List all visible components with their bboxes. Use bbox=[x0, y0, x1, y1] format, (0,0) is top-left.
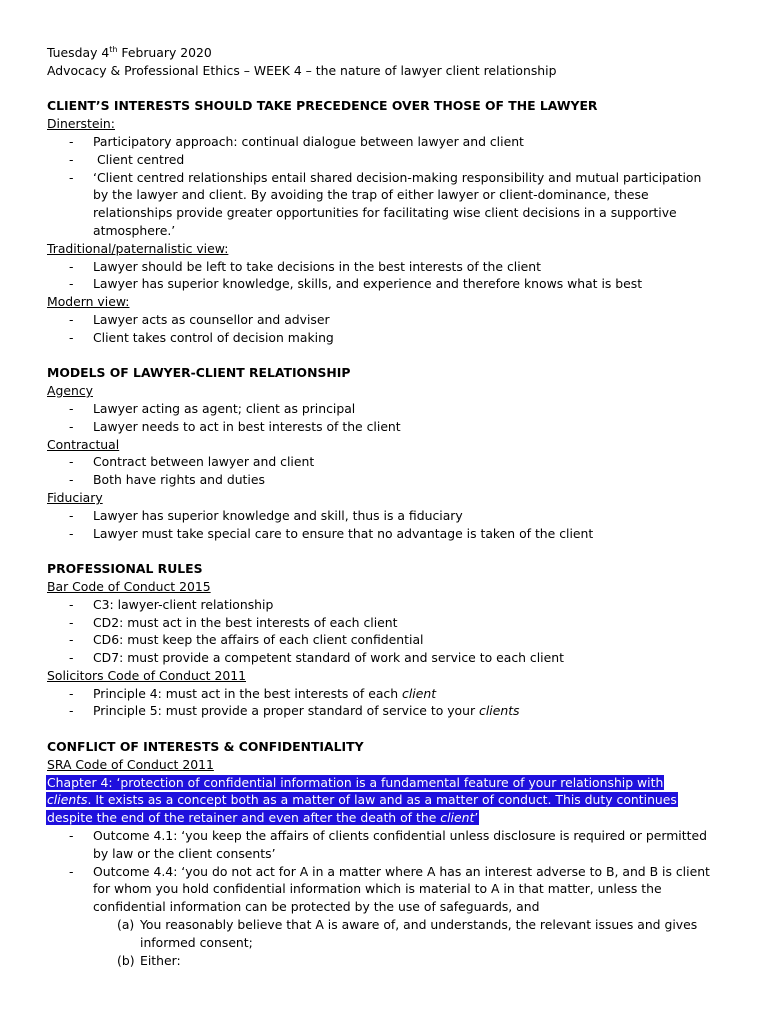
bullet-dash: - bbox=[69, 472, 74, 488]
list-item: - Lawyer acting as agent; client as principal bbox=[69, 400, 356, 416]
section-heading-conflict: CONFLICT OF INTERESTS & CONFIDENTIALITY bbox=[47, 739, 364, 755]
list-item: - Client centred bbox=[69, 151, 185, 167]
list-item: - ‘Client centred relationships entail shared decision-making responsibility and mutual participation by the lawyer and client. By avoiding the trap of either lawyer or client-dominance, these relationships provide greater opportunities for facilitating wise client decisions in a supportive atmosphere.’ bbox=[69, 169, 702, 238]
list-item: - Both have rights and duties bbox=[69, 472, 265, 488]
subheading-solicitors-code: Solicitors Code of Conduct 2011 bbox=[47, 667, 247, 683]
list-item: - Lawyer has superior knowledge, skills, and experience and therefore knows what is best bbox=[69, 276, 643, 292]
bullet-dash: - bbox=[69, 828, 74, 844]
bullet-dash: - bbox=[69, 400, 74, 416]
date-superscript: th bbox=[109, 44, 118, 54]
bullet-dash: - bbox=[69, 507, 74, 523]
list-item: - Lawyer acts as counsellor and adviser bbox=[69, 311, 330, 327]
subheading-agency: Agency bbox=[47, 383, 93, 399]
list-item: - CD6: must keep the affairs of each client confidential bbox=[69, 632, 424, 648]
list-item: - Principle 5: must provide a proper standard of service to your clients bbox=[69, 703, 520, 719]
subheading-fiduciary: Fiduciary bbox=[47, 489, 103, 505]
list-item: - Lawyer has superior knowledge and skill, thus is a fiduciary bbox=[69, 507, 463, 523]
highlighted-chapter-4-quote: Chapter 4: ‘protection of confidential information is a fundamental feature of your relationship with clients. It exists as a concept both as a matter of law and as a matter of conduct. This duty continues despite the end of the retainer and even after the death of the client’ bbox=[47, 774, 677, 826]
bullet-dash: - bbox=[69, 418, 74, 434]
date-text: Tuesday 4 bbox=[47, 45, 110, 60]
subheading-dinerstein: Dinerstein: bbox=[47, 116, 115, 132]
list-item: - Contract between lawyer and client bbox=[69, 454, 315, 470]
list-item: - Participatory approach: continual dialogue between lawyer and client bbox=[69, 133, 524, 149]
bullet-dash: - bbox=[69, 685, 74, 701]
subheading-contractual: Contractual bbox=[47, 436, 120, 452]
bullet-dash: - bbox=[69, 169, 74, 185]
list-item: - Outcome 4.4: ‘you do not act for A in a matter where A has an interest adverse to B, and B is client for whom you hold confidential information which is material to A in that matter, unless the confidential information can be protected by the use of safeguards, and bbox=[69, 863, 710, 915]
bullet-dash: - bbox=[69, 454, 74, 470]
date-text-rest: February 2020 bbox=[117, 45, 212, 60]
bullet-dash: - bbox=[69, 151, 74, 167]
bullet-dash: - bbox=[69, 276, 74, 292]
bullet-dash: - bbox=[69, 650, 74, 666]
list-item: - CD7: must provide a competent standard of work and service to each client bbox=[69, 650, 564, 666]
list-item: - Outcome 4.1: ‘you keep the affairs of clients confidential unless disclosure is required or permitted by law or the client consents’ bbox=[69, 828, 707, 861]
list-item: - Lawyer must take special care to ensure that no advantage is taken of the client bbox=[69, 525, 594, 541]
sub-list-item-a: (a) You reasonably believe that A is aware of, and understands, the relevant issues and gives informed consent; bbox=[117, 917, 698, 950]
bullet-dash: - bbox=[69, 525, 74, 541]
bullet-dash: - bbox=[69, 258, 74, 274]
list-item: - Client takes control of decision making bbox=[69, 329, 334, 345]
list-item: - Lawyer should be left to take decisions in the best interests of the client bbox=[69, 258, 541, 274]
bullet-dash: - bbox=[69, 596, 74, 612]
list-item: - Principle 4: must act in the best interests of each client bbox=[69, 685, 437, 701]
bullet-dash: - bbox=[69, 133, 74, 149]
bullet-dash: - bbox=[69, 614, 74, 630]
document-page bbox=[47, 44, 727, 969]
section-heading-client-interests: CLIENT’S INTERESTS SHOULD TAKE PRECEDENCE OVER THOSE OF THE LAWYER bbox=[47, 98, 598, 114]
section-heading-models: MODELS OF LAWYER-CLIENT RELATIONSHIP bbox=[47, 365, 351, 381]
subheading-bar-code: Bar Code of Conduct 2015 bbox=[47, 578, 211, 594]
subheading-traditional-view: Traditional/paternalistic view: bbox=[47, 240, 229, 256]
bullet-dash: - bbox=[69, 632, 74, 648]
subheading-sra-code: SRA Code of Conduct 2011 bbox=[47, 756, 214, 772]
date-line bbox=[47, 44, 727, 62]
list-item: - C3: lawyer-client relationship bbox=[69, 596, 274, 612]
bullet-dash: - bbox=[69, 703, 74, 719]
sub-list-item-b: (b) Either: bbox=[117, 952, 181, 968]
bullet-dash: - bbox=[69, 863, 74, 879]
list-item: - CD2: must act in the best interests of each client bbox=[69, 614, 398, 630]
list-item: - Lawyer needs to act in best interests of the client bbox=[69, 418, 401, 434]
subheading-modern-view: Modern view: bbox=[47, 294, 130, 310]
section-heading-professional-rules: PROFESSIONAL RULES bbox=[47, 561, 203, 577]
bullet-dash: - bbox=[69, 311, 74, 327]
bullet-dash: - bbox=[69, 329, 74, 345]
document-subtitle: Advocacy & Professional Ethics – WEEK 4 – the nature of lawyer client relationship bbox=[47, 62, 557, 78]
